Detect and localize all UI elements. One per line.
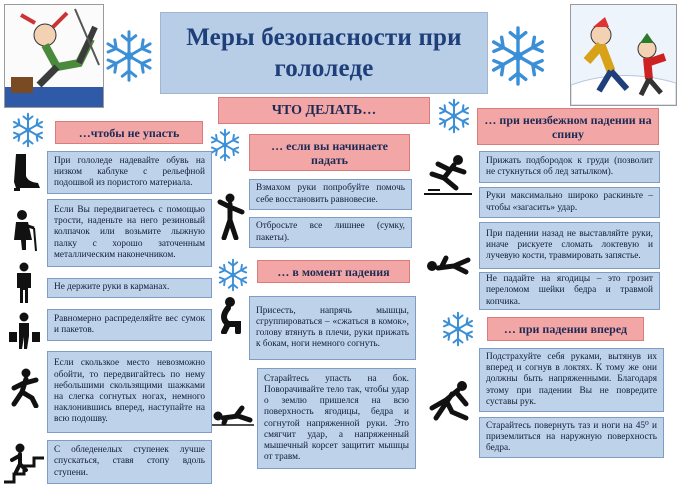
stairs-icon — [4, 442, 44, 484]
snowflake-icon — [208, 128, 242, 162]
falling-man-illustration — [4, 4, 104, 108]
side-fall-icon — [212, 400, 254, 426]
crouch-icon — [216, 296, 246, 334]
snowflake-icon — [10, 112, 46, 148]
standing-person-icon — [10, 262, 38, 304]
slip-back-icon — [424, 152, 472, 196]
col3-item: Старайтесь повернуть таз и ноги на 45⁰ и приземлиться на наружную поверхность бедра. — [479, 417, 664, 458]
col2-item: Отбросьте все лишнее (сумку, пакеты). — [249, 217, 412, 248]
what-to-do-header: ЧТО ДЕЛАТЬ… — [218, 97, 430, 124]
col2-item: Старайтесь упасть на бок. Поворачивайте тело так, чтобы удар о землю пришелся на всю поверхность ягодицы, бедра и согнутой напряженной руки. Это смягчит удар, а напряженный мышечный корсет защитит мышцы от травм. — [257, 368, 416, 469]
col1-item: Не держите руки в карманах. — [47, 278, 212, 298]
col1-item: С обледенелых ступенек лучше спускаться, ставя стопу вдоль ступени. — [47, 440, 212, 484]
elderly-cane-icon — [6, 208, 44, 252]
slipping-walk-icon — [8, 368, 42, 408]
snowflake-icon — [436, 98, 472, 134]
col3-item: Подстрахуйте себя руками, вытянув их вперед и согнув в локтях. К тому же они должны быть напряженными. Благодаря этому при падении Вы не повредите суставы рук. — [479, 348, 664, 412]
col3-item: При падении назад не выставляйте руки, иначе рискуете сломать локтевую и лучевую кости, травмировать запястье. — [479, 222, 660, 269]
col1-item: Равномерно распределяйте вес сумок и пакетов. — [47, 309, 212, 341]
col1-item: Если скользкое место невозможно обойти, то передвигайтесь по нему небольшими скользящими шажками на слегка согнутых ногах, немного наклонившись вперед, наступайте на всю подошву. — [47, 351, 212, 433]
snowflake-icon — [488, 26, 548, 86]
col2-item: Взмахом руки попробуйте помочь себе восстановить равновесие. — [249, 179, 412, 210]
col2-item: Присесть, напрячь мышцы, сгруппироваться – «сжаться в комок», голову втянуть в плечи, руки прижать к бокам, ноги немного согнуть. — [249, 296, 416, 360]
person-with-bags-icon — [6, 312, 44, 350]
snowflake-icon — [103, 30, 155, 82]
boot-icon — [6, 152, 44, 192]
col1-item: Если Вы передвигаетесь с помощью трости, наденьте на него резиновый колпачок или возьмите лыжную палку с хорошо заточенным металлическим наконечником. — [47, 199, 212, 267]
col2-header-start-falling: … если вы начинаете падать — [249, 134, 410, 171]
page-title: Меры безопасности при гололеде — [160, 12, 488, 94]
col3-header-back-fall: … при неизбежном падении на спину — [477, 108, 659, 145]
kids-falling-illustration — [570, 4, 677, 106]
col1-header: …чтобы не упасть — [55, 121, 203, 144]
snowflake-icon — [440, 311, 476, 347]
col2-header-moment-of-fall: … в момент падения — [257, 260, 410, 283]
arm-wave-icon — [216, 192, 246, 240]
col3-item: Руки максимально широко раскиньте – чтобы «загасить» удар. — [479, 187, 660, 218]
snowflake-icon — [216, 258, 250, 292]
forward-fall-icon — [422, 378, 474, 422]
col1-item: При гололеде надевайте обувь на низком каблуке с рельефной подошвой из пористого материала. — [47, 151, 212, 194]
col3-item: Прижать подбородок к груди (позволит не стукнуться об лед затылком). — [479, 151, 660, 183]
col3-header-forward-fall: … при падении вперед — [487, 317, 644, 341]
col3-item: Не падайте на ягодицы – это грозит переломом шейки бедра и травмой копчика. — [479, 272, 660, 310]
lying-back-icon — [424, 248, 474, 278]
